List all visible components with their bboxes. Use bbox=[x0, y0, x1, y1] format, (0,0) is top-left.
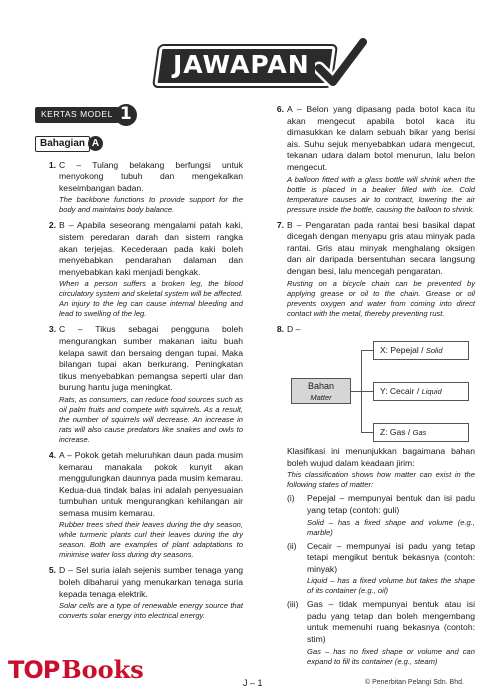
answer-number: 7. bbox=[276, 219, 284, 230]
left-column bbox=[35, 104, 243, 626]
answer-translation: Solar cells are a type of renewable energy source that converts solar energy into electrical energy. bbox=[59, 601, 243, 621]
answer-body: D – Sel suria ialah sejenis sumber tenaga yang boleh dibaharui yang menukarkan tenaga suria kepada tenaga elektrik. Solar cells are a type of renewable energy source that converts solar energy into electrical energy. bbox=[59, 565, 244, 621]
state-item bbox=[287, 493, 475, 537]
answer-number: 6. bbox=[276, 104, 284, 114]
answer-translation: A balloon fitted with a glass bottle will shrink when the bottle is placed in a beaker filled with ice. Cold temperature causes air to contract, lowering the air pressure inside the bottle, causing the balloon to shrink. bbox=[287, 174, 475, 214]
state-translation: Liquid – has a fixed volume but takes the shape of its container (e.g., oil) bbox=[307, 576, 475, 596]
check-mark-icon bbox=[315, 38, 367, 94]
connector-line bbox=[351, 391, 361, 392]
kertas-number: 1 bbox=[115, 104, 137, 126]
answer-translation: Rubber trees shed their leaves during the dry season, while turmeric plants curl their leaves during the dry season. Both are examples of plant adaptations to minimise water loss during dry seasons. bbox=[59, 520, 243, 560]
answer-number: 8. bbox=[276, 323, 284, 334]
answer-text: Pengaratan pada rantai besi basikal dapat dicegah dengan menyapu gris atau minyak pada rantai. Gris atau minyak menghalang oksigen dan air daripada bersentuhan secara langsung dengan besi, lalu mencegah pengaratan. bbox=[287, 219, 475, 276]
answer-text: Apabila seseorang mengalami patah kaki, sistem peredaran darah dan sistem rangka akan terjejas. Kecederaan pada kaki boleh menyebabkan pendarahan dalaman dan menyebabkan kaki menjadi bengkak. bbox=[59, 220, 243, 277]
diagram-node-solid: X: Pepejal / Solid bbox=[373, 341, 469, 360]
bahagian-heading bbox=[35, 136, 243, 152]
connector-line bbox=[361, 391, 373, 392]
answer-choice: C bbox=[59, 159, 66, 170]
right-column bbox=[263, 104, 475, 670]
answer-choice: B bbox=[287, 219, 293, 230]
answer-number: 5. bbox=[48, 565, 56, 576]
answer-choice: B bbox=[59, 220, 65, 231]
answer-body: C – Tikus sebagai pengguna boleh mengurangkan sumber makanan iaitu buah kelapa sawit dan bersaing dengan tupai. Maka bilangan tupai akan berkurang. Peningkatan tikus menyebabkan pemangsa seperti ular dan burung hantu juga meningkat. Rats, as consumers, can reduce food sources such as oil palm fruits and compete with squirrels. As a result, the number of squirrels will decrease. An increase in rats will also cause predators like snakes and owls to increase. bbox=[59, 324, 243, 444]
answer-body: A – Pokok getah meluruhkan daun pada musim kemarau manakala pokok kunyit akan menggulungkan daunnya pada musim kemarau. Kedua-dua tindak balas ini adalah penyesuaian tumbuhan untuk mengurangkan kehilangan air semasa musim kemarau. Rubber trees shed their leaves during the dry season, while turmeric plants curl their leaves during the dry season. Both are examples of plant adaptations to minimise water loss during dry seasons. bbox=[59, 449, 243, 560]
state-text: Cecair – mempunyai isi padu yang tetap tetapi mengikut bentuk bekasnya (contoh: minyak) bbox=[307, 540, 475, 574]
bahagian-letter: A bbox=[88, 136, 103, 151]
states-of-matter-diagram bbox=[263, 340, 475, 440]
answer-choice: A bbox=[59, 449, 65, 460]
answer-body: B – Apabila seseorang mengalami patah kaki, sistem peredaran darah dan sistem rangka akan terjejas. Kecederaan pada kaki boleh menyebabkan pendarahan dalaman dan menyebabkan kaki menjadi bengkak. When a person suffers a broken leg, the blood circulatory system and skeletal system will be affected. An injury to the leg can cause internal bleeding and lead to swelling of the leg. bbox=[59, 220, 244, 319]
answer-number: 4. bbox=[48, 449, 56, 460]
answer-text: Belon yang dipasang pada botol kaca itu akan mengecut apabila botol kaca itu dimasukkan ke dalam sebuah bikar yang berisi ais. Suhu sejuk menyebabkan udara mengecut, tekanan udara dalam botol menurun, lalu belon mengecut. bbox=[287, 104, 475, 172]
state-text: Gas – tidak mempunyai bentuk atau isi padu yang tetap dan boleh mengembang untuk memenuhi ruang bekasnya (contoh: stim) bbox=[307, 599, 475, 645]
kertas-label: KERTAS MODEL bbox=[35, 107, 119, 123]
topbooks-watermark: TOP Books bbox=[8, 655, 144, 684]
answer-text: Pokok getah meluruhkan daun pada musim kemarau manakala pokok kunyit akan menggulungkan daunnya pada musim kemarau. Kedua-dua tindak balas ini adalah penyesuaian tumbuhan untuk mengurangkan kehilangan air semasa musim kemarau. bbox=[59, 449, 243, 518]
answer-body: A – Belon yang dipasang pada botol kaca itu akan mengecut apabila botol kaca itu dimasukkan ke dalam sebuah bikar yang berisi ais. Suhu sejuk menyebabkan udara mengecut, tekanan udara dalam botol menurun, lalu belon mengecut. A balloon fitted with a glass bottle will shrink when the bottle is placed in a beaker filled with ice. Cold temperature causes air to contract, lowering the air pressure inside the bottle, causing the balloon to shrink. bbox=[287, 104, 475, 214]
kertas-model-heading bbox=[35, 104, 243, 126]
answer-list-left bbox=[35, 160, 243, 622]
answer-item-2 bbox=[35, 220, 243, 319]
answer-item-4 bbox=[35, 450, 243, 561]
state-item bbox=[287, 541, 475, 597]
answer-item-7 bbox=[263, 220, 475, 319]
connector-line bbox=[361, 432, 373, 433]
answer-text: Tulang belakang berfungsi untuk menyokong tubuh dan mengekalkan keseimbangan badan. bbox=[59, 159, 243, 193]
state-roman: (iii) bbox=[287, 599, 299, 610]
answer-text: Sel suria ialah sejenis sumber tenaga yang boleh dibaharui yang menukarkan tenaga suria kepada tenaga elektrik. bbox=[59, 565, 244, 599]
state-roman: (i) bbox=[287, 493, 295, 504]
answer-number: 2. bbox=[48, 220, 56, 231]
answer-choice: C bbox=[59, 324, 66, 335]
answer-banner bbox=[157, 38, 367, 94]
answer-number: 1. bbox=[48, 159, 56, 170]
answer-item-3 bbox=[35, 324, 243, 445]
answer-translation: When a person suffers a broken leg, the blood circulatory system and skeletal system will be affected. An injury to the leg can cause internal bleeding and lead to swelling of the leg. bbox=[59, 279, 244, 319]
bahagian-label: Bahagian bbox=[35, 136, 90, 152]
states-list bbox=[263, 493, 475, 666]
answer-body: B – Pengaratan pada rantai besi basikal dapat dicegah dengan menyapu gris atau minyak pada rantai. Gris atau minyak menghalang oksigen dan air daripada bersentuhan secara langsung dengan besi, lalu mencegah pengaratan. Rusting on a bicycle chain can be prevented by applying grease or oil to the chain. Grease or oil prevents oxygen and water from coming into direct contact with the metal, thereby preventing rust. bbox=[287, 219, 475, 318]
answer-translation: The backbone functions to provide support for the body and maintains body balance. bbox=[59, 195, 243, 215]
diagram-root-node bbox=[291, 378, 351, 404]
answer-choice: D bbox=[59, 565, 66, 576]
connector-line bbox=[361, 350, 373, 351]
answer-item-6 bbox=[263, 104, 475, 215]
answer-item-5 bbox=[35, 565, 243, 621]
state-text: Pepejal – mempunyai bentuk dan isi padu yang tetap (contoh: guli) bbox=[307, 493, 475, 515]
copyright-notice: © Penerbitan Pelangi Sdn. Bhd. bbox=[365, 679, 464, 686]
answer-choice: A bbox=[287, 104, 293, 114]
diagram-root-en: Matter bbox=[310, 393, 332, 403]
page-number: J – 1 bbox=[243, 678, 263, 688]
diagram-root-label: Bahan bbox=[307, 381, 335, 392]
diagram-node-gas: Z: Gas / Gas bbox=[373, 423, 469, 442]
state-roman: (ii) bbox=[287, 540, 297, 551]
answer-translation: Rusting on a bicycle chain can be prevented by applying grease or oil to the chain. Grease or oil prevents oxygen and water from coming into direct contact with the metal, thereby preventing rust. bbox=[287, 278, 475, 318]
answer-item-1 bbox=[35, 160, 243, 216]
diagram-node-liquid: Y: Cecair / Liquid bbox=[373, 382, 469, 401]
answer-item-8: 8. D – bbox=[263, 324, 475, 336]
answer-choice: D bbox=[287, 323, 294, 334]
answer-body: C – Tulang belakang berfungsi untuk menyokong tubuh dan mengekalkan keseimbangan badan. The backbone functions to provide support for the body and maintains body balance. bbox=[59, 159, 243, 215]
banner-title: JAWAPAN bbox=[173, 50, 310, 79]
state-item bbox=[287, 599, 475, 666]
state-translation: Gas – has no fixed shape or volume and can expand to fill its container (e.g., steam) bbox=[307, 646, 475, 666]
answer-translation: Rats, as consumers, can reduce food sources such as oil palm fruits and compete with squirrels. As a result, the number of squirrels will decrease. An increase in rats will also cause predators like snakes and owls to increase. bbox=[59, 394, 243, 444]
answer-number: 3. bbox=[48, 324, 56, 335]
answer-text: Tikus sebagai pengguna boleh mengurangkan sumber makanan iaitu buah kelapa sawit dan bersaing dengan tupai. Maka bilangan tupai akan berkurang. Peningkatan tikus menyebabkan pemangsa seperti ular dan burung hantu juga meningkat. bbox=[59, 324, 243, 393]
state-translation: Solid – has a fixed shape and volume (e.g., marble) bbox=[307, 517, 475, 537]
classification-text: Klasifikasi ini menunjukkan bagaimana bahan boleh wujud dalam keadaan jirim: This classification shows how matter can exist in the following states of matter: bbox=[287, 446, 475, 490]
answer-list-right bbox=[263, 104, 475, 319]
